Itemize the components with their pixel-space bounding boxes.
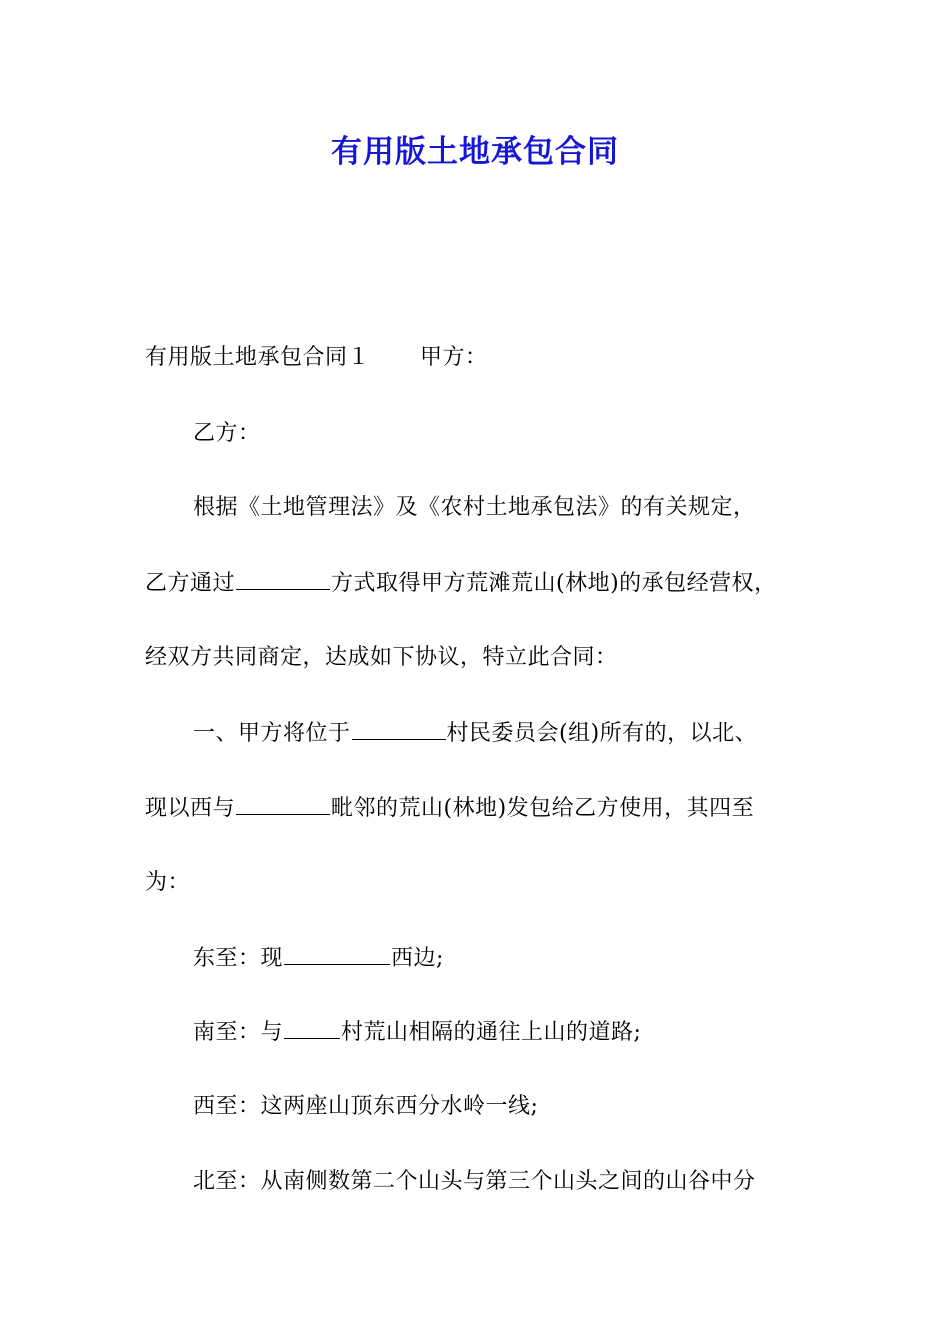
blank-field-method[interactable] [236,567,330,590]
line-clause-one [193,717,757,750]
blank-field-south[interactable] [284,1016,340,1039]
boundaries-label: 为： [145,870,191,895]
north-boundary-text: 北至：从南侧数第二个山头与第三个山头之间的山谷中分 [193,1169,756,1194]
adjacent-text-start: 现以西与 [145,796,236,821]
line-north-boundary [193,1166,756,1198]
east-boundary-end: 西边; [391,946,444,971]
west-boundary-text: 西至：这两座山顶东西分水岭一线; [193,1094,539,1119]
south-boundary-start: 南至：与 [193,1020,284,1045]
line-boundaries-label [145,867,190,899]
line-east-boundary [193,942,444,975]
line-heading-party-a [145,342,488,374]
east-boundary-start: 东至：现 [193,946,284,971]
blank-field-adjacent[interactable] [236,792,330,815]
clause-one-end: 村民委员会(组)所有的，以北、 [446,721,758,746]
south-boundary-end: 村荒山相隔的通往上山的道路; [341,1020,642,1045]
contract-subtitle: 有用版土地承包合同１ [145,345,371,370]
line-south-boundary [193,1016,641,1049]
line-legal-basis [193,492,756,524]
line-west-boundary [193,1091,538,1123]
clause-one-start: 一、甲方将位于 [193,721,351,746]
legal-basis-text: 根据《土地管理法》及《农村土地承包法》的有关规定， [193,495,756,520]
party-a-label: 甲方： [420,345,488,370]
party-b-label: 乙方： [193,421,261,446]
document-title: 有用版土地承包合同 [331,134,619,170]
agreement-text: 经双方共同商定，达成如下协议，特立此合同： [145,645,618,670]
line-party-b [193,418,261,450]
acquisition-text-start: 乙方通过 [145,571,236,596]
adjacent-text-end: 毗邻的荒山(林地)发包给乙方使用，其四至 [331,796,755,821]
acquisition-text-end: 方式取得甲方荒滩荒山(林地)的承包经营权， [331,571,777,596]
line-adjacent [145,792,754,825]
blank-field-east[interactable] [284,942,390,965]
blank-field-village[interactable] [352,717,446,740]
line-agreement [145,642,618,674]
line-acquisition [145,567,777,600]
